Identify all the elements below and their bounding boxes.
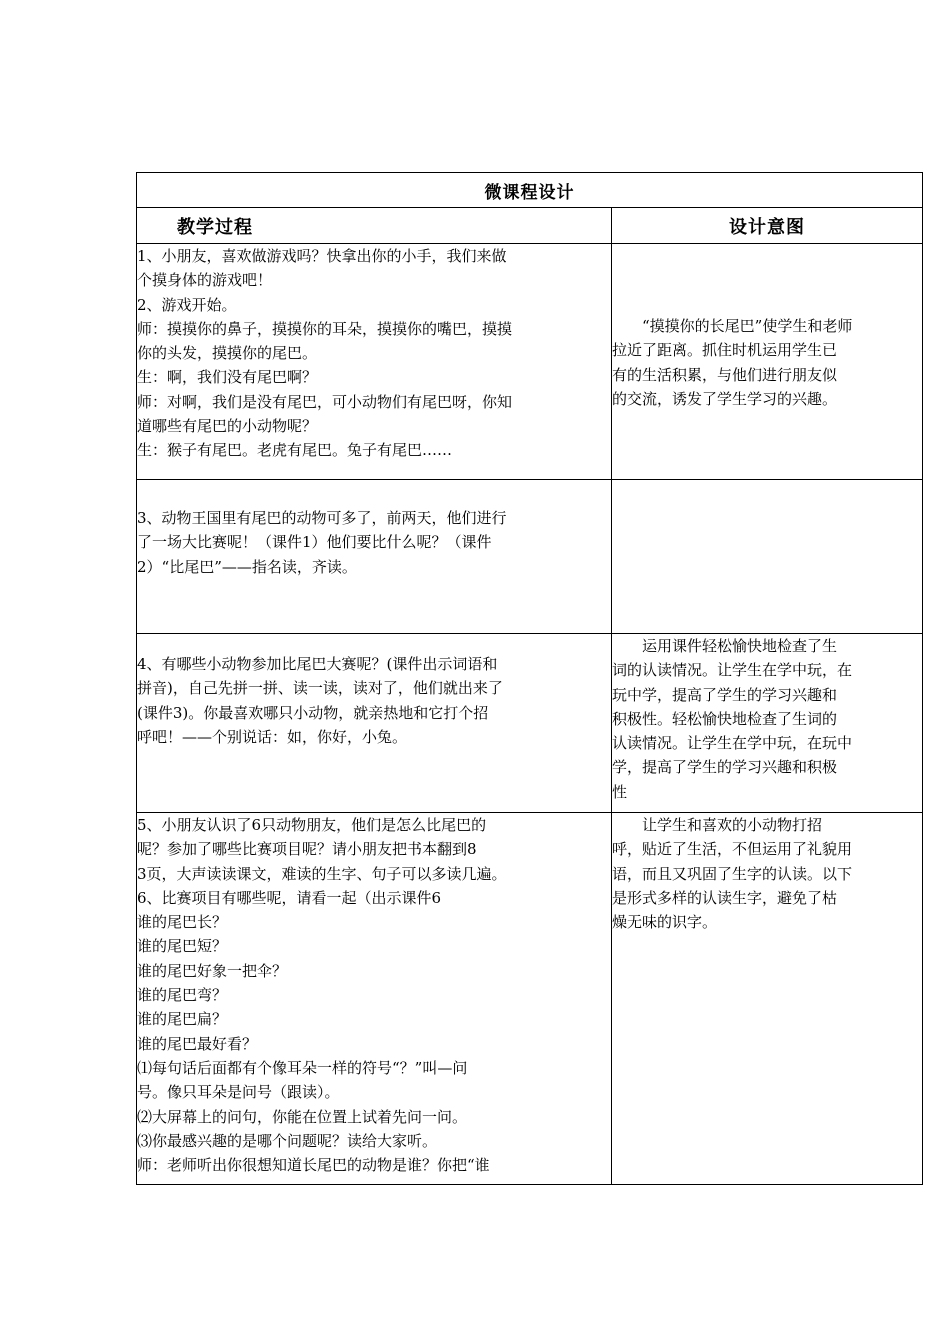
process-text-line: 道哪些有尾巴的小动物呢？ xyxy=(137,417,318,436)
intent-text-line: 学，提高了学生的学习兴趣和积极 xyxy=(612,758,838,777)
process-text-line: 谁的尾巴好象一把伞？ xyxy=(137,961,288,980)
lesson-design-table xyxy=(136,172,923,1185)
table-row xyxy=(137,480,923,634)
process-text-line: 谁的尾巴最好看？ xyxy=(137,1034,258,1053)
intent-text-line: 的交流，诱发了学生学习的兴趣。 xyxy=(612,389,838,408)
process-text-line: 2）“比尾巴”——指名读，齐读。 xyxy=(137,557,357,576)
intent-text-line: “摸摸你的长尾巴”使学生和老师 xyxy=(642,317,853,335)
intent-text-line: 呼，贴近了生活，不但运用了礼貌用 xyxy=(612,840,853,859)
intent-text-line: 语，而且又巩固了生字的认读。以下 xyxy=(612,864,853,883)
process-text-line: 师：对啊，我们是没有尾巴，可小动物们有尾巴呀，你知 xyxy=(137,392,513,411)
process-text-line: 谁的尾巴扁？ xyxy=(137,1010,228,1029)
process-cell xyxy=(137,244,612,480)
table-row xyxy=(137,813,923,1185)
table-row xyxy=(137,634,923,813)
process-text-line: 生：啊，我们没有尾巴啊？ xyxy=(137,368,318,387)
intent-text-line: 燥无味的识字。 xyxy=(612,913,718,932)
intent-text-line: 运用课件轻松愉快地检查了生 xyxy=(642,637,838,655)
process-text-line: 呢？参加了哪些比赛项目呢？请小朋友把书本翻到8 xyxy=(137,840,477,859)
intent-text-line: 性 xyxy=(612,782,628,801)
process-cell xyxy=(137,813,612,1185)
process-text-line: 呼吧！——个别说话：如，你好，小兔。 xyxy=(137,727,408,746)
process-text-line: (课件3)。你最喜欢哪只小动物，就亲热地和它打个招 xyxy=(137,703,489,722)
intent-text-line: 拉近了距离。抓住时机运用学生已 xyxy=(612,341,838,360)
process-cell xyxy=(137,480,612,634)
intent-text-line: 积极性。轻松愉快地检查了生词的 xyxy=(612,709,838,728)
intent-text-line: 认读情况。让学生在学中玩，在玩中 xyxy=(612,734,853,753)
process-text-line: ⑴每句话后面都有个像耳朵一样的符号“？”叫—问 xyxy=(137,1058,468,1077)
process-text-line: 拼音)，自己先拼一拼、读一读，读对了，他们就出来了 xyxy=(137,679,503,698)
process-text-line: 1、小朋友，喜欢做游戏吗？快拿出你的小手，我们来做 xyxy=(137,247,507,265)
process-text-line: 3页，大声读读课文，难读的生字、句子可以多读几遍。 xyxy=(137,864,507,883)
process-text-line: 2、游戏开始。 xyxy=(137,295,237,314)
process-text-line: 师：老师听出你很想知道长尾巴的动物是谁？你把“谁 xyxy=(137,1156,490,1175)
process-text-line: 你的头发，摸摸你的尾巴。 xyxy=(137,344,318,363)
intent-cell xyxy=(612,244,923,480)
intent-cell xyxy=(612,634,923,813)
process-text-line: 谁的尾巴短？ xyxy=(137,937,228,956)
process-text-line: 谁的尾巴长？ xyxy=(137,913,228,932)
process-text-line: 3、动物王国里有尾巴的动物可多了，前两天，他们进行 xyxy=(137,509,507,527)
process-text-line: 4、有哪些小动物参加比尾巴大赛呢？(课件出示词语和 xyxy=(137,655,498,673)
intent-text-line: 词的认读情况。让学生在学中玩，在 xyxy=(612,661,853,680)
intent-cell xyxy=(612,813,923,1185)
header-teaching-process: 教学过程 xyxy=(137,208,612,244)
table-title: 微课程设计 xyxy=(137,173,923,208)
intent-text-line: 是形式多样的认读生字，避免了枯 xyxy=(612,888,838,907)
process-cell xyxy=(137,634,612,813)
intent-cell xyxy=(612,480,923,634)
intent-text-line: 让学生和喜欢的小动物打招 xyxy=(642,816,823,834)
header-design-intent: 设计意图 xyxy=(612,208,923,244)
process-text-line: 谁的尾巴弯？ xyxy=(137,986,228,1005)
process-text-line: 了一场大比赛呢！（课件1）他们要比什么呢？（课件 xyxy=(137,533,492,552)
intent-text-line: 玩中学，提高了学生的学习兴趣和 xyxy=(612,685,838,704)
process-text-line: ⑶你最感兴趣的是哪个问题呢？读给大家听。 xyxy=(137,1131,438,1150)
process-text-line: 5、小朋友认识了6只动物朋友，他们是怎么比尾巴的 xyxy=(137,816,487,834)
process-text-line: 号。像只耳朵是问号（跟读）。 xyxy=(137,1083,340,1102)
intent-text-line: 有的生活积累，与他们进行朋友似 xyxy=(612,365,838,384)
process-text-line: ⑵大屏幕上的问句，你能在位置上试着先问一问。 xyxy=(137,1107,468,1126)
process-text-line: 6、比赛项目有哪些呢，请看一起（出示课件6 xyxy=(137,888,442,907)
process-text-line: 师：摸摸你的鼻子，摸摸你的耳朵，摸摸你的嘴巴，摸摸 xyxy=(137,319,513,338)
process-text-line: 生：猴子有尾巴。老虎有尾巴。兔子有尾巴…… xyxy=(137,441,453,460)
process-text-line: 个摸身体的游戏吧！ xyxy=(137,271,273,290)
table-row xyxy=(137,244,923,480)
